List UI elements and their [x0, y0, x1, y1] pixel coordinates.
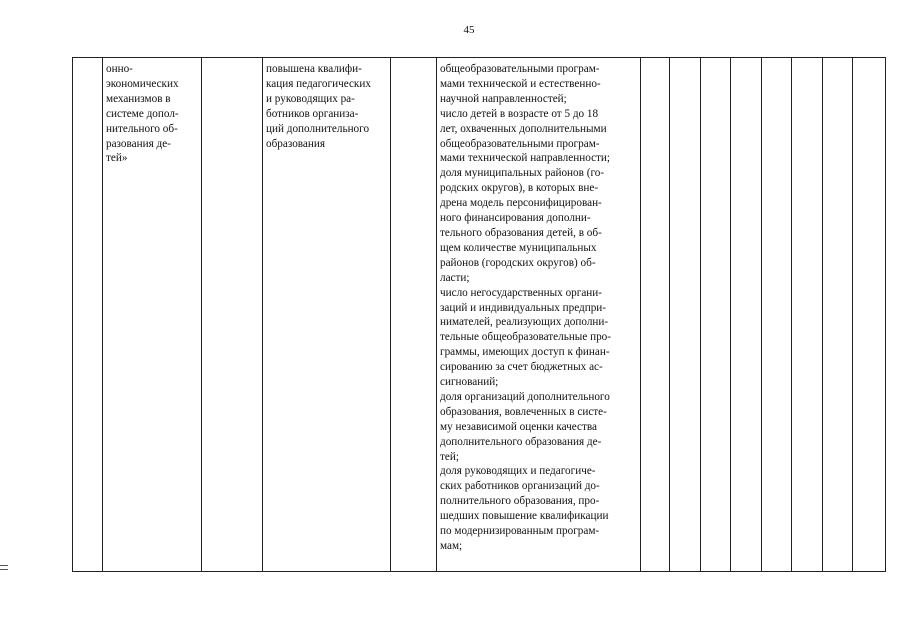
document-table [72, 57, 886, 572]
table-cell-value [731, 58, 762, 572]
table-row [73, 58, 886, 572]
table-cell-value [853, 58, 886, 572]
page-number: 45 [463, 24, 475, 36]
table-cell-result [263, 58, 391, 572]
result-text: повышена квалифи- кация педагогических и руководящих ра- ботников организа- ций дополнительного образования [266, 63, 371, 150]
table-cell-value [792, 58, 823, 572]
table-cell-value [823, 58, 853, 572]
table-cell-value [701, 58, 731, 572]
table-cell-value [670, 58, 701, 572]
table-cell-number [73, 58, 103, 572]
task-text: онно- экономических механизмов в системе допол- нительного об- разования де- тей» [106, 63, 179, 165]
table-cell-value [762, 58, 792, 572]
table-cell-empty [202, 58, 263, 572]
scan-edge-mark [0, 565, 8, 570]
indicators-text: общеобразовательными програм- мами технической и естественно- научной направленностей; число детей в возрасте от 5 до 18 лет, охваченных дополнительными общеобразовательными програм- мами технической направленности; доля муниципальных районов (го- родских округов), в которых вне- дрена модель персонифицирован- ного финансирования дополни- тельного образования детей, в об- щем количестве муниципальных районов (городских округов) об- ласти; число негосударственных органи- заций и индивидуальных предпри- нимателей, реализующих дополни- тельные общеобразовательные про- граммы, имеющих доступ к финан- сированию за счет бюджетных ас- сигнований; доля организаций дополнительного образования, вовлеченных в систе- му независимой оценки качества дополнительного образования де- тей; доля руководящих и педагогиче- ских работников организаций до- полнительного образования, про- шедших повышение квалификации по модернизированным програм- мам; [440, 63, 611, 552]
table-cell-indicators [437, 58, 641, 572]
table-cell-task [103, 58, 202, 572]
table-cell-value [641, 58, 670, 572]
table-cell-empty [391, 58, 437, 572]
